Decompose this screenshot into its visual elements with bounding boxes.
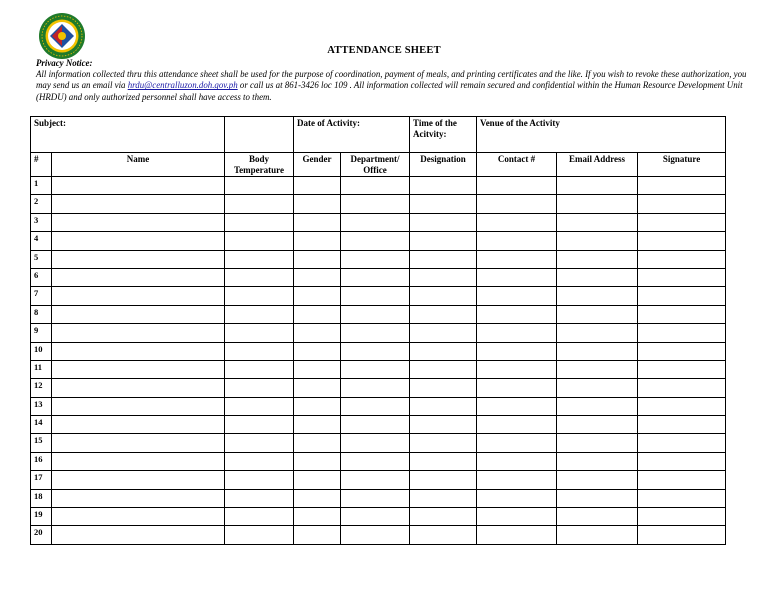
cell-body-temperature[interactable] <box>225 526 294 544</box>
cell-department[interactable] <box>341 452 410 470</box>
cell-body-temperature[interactable] <box>225 397 294 415</box>
cell-designation[interactable] <box>410 526 477 544</box>
cell-contact[interactable] <box>477 177 557 195</box>
column-header-body-temperature: Body Temperature <box>225 153 294 177</box>
cell-designation[interactable] <box>410 397 477 415</box>
cell-department[interactable] <box>341 508 410 526</box>
table-row <box>31 324 726 342</box>
cell-gender[interactable] <box>294 360 341 378</box>
column-header-email: Email Address <box>557 153 638 177</box>
cell-signature[interactable] <box>638 195 726 213</box>
cell-email[interactable] <box>557 232 638 250</box>
cell-name[interactable] <box>52 397 225 415</box>
privacy-notice-heading: Privacy Notice: <box>36 58 93 68</box>
row-number: 14 <box>31 416 52 434</box>
cell-gender[interactable] <box>294 177 341 195</box>
cell-gender[interactable] <box>294 342 341 360</box>
cell-contact[interactable] <box>477 526 557 544</box>
cell-signature[interactable] <box>638 360 726 378</box>
table-row <box>31 379 726 397</box>
table-row <box>31 232 726 250</box>
row-number: 5 <box>31 250 52 268</box>
row-number: 18 <box>31 489 52 507</box>
cell-email[interactable] <box>557 489 638 507</box>
cell-email[interactable] <box>557 342 638 360</box>
column-header-number: # <box>31 153 52 177</box>
column-header-gender: Gender <box>294 153 341 177</box>
table-row <box>31 250 726 268</box>
cell-contact[interactable] <box>477 250 557 268</box>
cell-designation[interactable] <box>410 250 477 268</box>
cell-signature[interactable] <box>638 250 726 268</box>
cell-contact[interactable] <box>477 342 557 360</box>
cell-signature[interactable] <box>638 379 726 397</box>
cell-gender[interactable] <box>294 452 341 470</box>
cell-body-temperature[interactable] <box>225 471 294 489</box>
cell-department[interactable] <box>341 195 410 213</box>
cell-department[interactable] <box>341 305 410 323</box>
cell-body-temperature[interactable] <box>225 360 294 378</box>
cell-email[interactable] <box>557 397 638 415</box>
cell-contact[interactable] <box>477 508 557 526</box>
privacy-text-before-email: All information collected thru this attendance sheet shall be used for the purpose of coordination, payment of meals, and printing certificates and the like. If you wish to revoke these authorization, you may send us an email via <box>36 69 747 91</box>
cell-department[interactable] <box>341 489 410 507</box>
table-row <box>31 268 726 286</box>
table-row <box>31 471 726 489</box>
cell-name[interactable] <box>52 360 225 378</box>
cell-name[interactable] <box>52 526 225 544</box>
cell-department[interactable] <box>341 471 410 489</box>
row-number: 7 <box>31 287 52 305</box>
cell-gender[interactable] <box>294 324 341 342</box>
cell-email[interactable] <box>557 195 638 213</box>
column-header-name: Name <box>52 153 225 177</box>
cell-email[interactable] <box>557 250 638 268</box>
cell-department[interactable] <box>341 397 410 415</box>
cell-body-temperature[interactable] <box>225 305 294 323</box>
cell-signature[interactable] <box>638 526 726 544</box>
cell-signature[interactable] <box>638 305 726 323</box>
date-of-activity-cell[interactable]: Date of Activity: <box>294 117 410 153</box>
cell-designation[interactable] <box>410 489 477 507</box>
cell-body-temperature[interactable] <box>225 232 294 250</box>
table-row <box>31 360 726 378</box>
table-row <box>31 508 726 526</box>
column-header-designation: Designation <box>410 153 477 177</box>
cell-body-temperature[interactable] <box>225 324 294 342</box>
table-row <box>31 489 726 507</box>
cell-name[interactable] <box>52 452 225 470</box>
cell-department[interactable] <box>341 213 410 231</box>
row-number: 4 <box>31 232 52 250</box>
cell-gender[interactable] <box>294 526 341 544</box>
cell-gender[interactable] <box>294 416 341 434</box>
cell-designation[interactable] <box>410 416 477 434</box>
cell-name[interactable] <box>52 268 225 286</box>
cell-email[interactable] <box>557 177 638 195</box>
column-header-row <box>31 153 726 177</box>
cell-gender[interactable] <box>294 287 341 305</box>
cell-signature[interactable] <box>638 434 726 452</box>
cell-email[interactable] <box>557 324 638 342</box>
cell-email[interactable] <box>557 434 638 452</box>
cell-signature[interactable] <box>638 213 726 231</box>
cell-designation[interactable] <box>410 287 477 305</box>
cell-contact[interactable] <box>477 213 557 231</box>
cell-department[interactable] <box>341 379 410 397</box>
row-number: 9 <box>31 324 52 342</box>
cell-contact[interactable] <box>477 434 557 452</box>
cell-designation[interactable] <box>410 268 477 286</box>
cell-department[interactable] <box>341 324 410 342</box>
cell-contact[interactable] <box>477 397 557 415</box>
cell-department[interactable] <box>341 416 410 434</box>
cell-designation[interactable] <box>410 232 477 250</box>
cell-department[interactable] <box>341 268 410 286</box>
cell-name[interactable] <box>52 305 225 323</box>
cell-contact[interactable] <box>477 195 557 213</box>
cell-contact[interactable] <box>477 324 557 342</box>
subject-blank-cell[interactable] <box>225 117 294 153</box>
cell-designation[interactable] <box>410 177 477 195</box>
row-number: 2 <box>31 195 52 213</box>
cell-signature[interactable] <box>638 324 726 342</box>
cell-department[interactable] <box>341 250 410 268</box>
attendance-table <box>30 116 726 545</box>
cell-signature[interactable] <box>638 452 726 470</box>
cell-name[interactable] <box>52 434 225 452</box>
cell-contact[interactable] <box>477 416 557 434</box>
cell-email[interactable] <box>557 287 638 305</box>
row-number: 20 <box>31 526 52 544</box>
cell-contact[interactable] <box>477 360 557 378</box>
row-number: 11 <box>31 360 52 378</box>
table-row <box>31 434 726 452</box>
cell-designation[interactable] <box>410 379 477 397</box>
cell-name[interactable] <box>52 213 225 231</box>
cell-designation[interactable] <box>410 434 477 452</box>
table-row <box>31 416 726 434</box>
cell-body-temperature[interactable] <box>225 416 294 434</box>
cell-email[interactable] <box>557 452 638 470</box>
row-number: 6 <box>31 268 52 286</box>
cell-contact[interactable] <box>477 268 557 286</box>
activity-info-row <box>31 117 726 153</box>
cell-name[interactable] <box>52 250 225 268</box>
row-number: 19 <box>31 508 52 526</box>
cell-body-temperature[interactable] <box>225 379 294 397</box>
cell-name[interactable] <box>52 342 225 360</box>
cell-contact[interactable] <box>477 379 557 397</box>
table-row <box>31 397 726 415</box>
cell-department[interactable] <box>341 232 410 250</box>
cell-signature[interactable] <box>638 268 726 286</box>
cell-body-temperature[interactable] <box>225 489 294 507</box>
cell-body-temperature[interactable] <box>225 177 294 195</box>
email-link[interactable]: hrdu@centralluzon.doh.gov.ph <box>127 80 238 91</box>
cell-gender[interactable] <box>294 379 341 397</box>
table-row <box>31 452 726 470</box>
cell-email[interactable] <box>557 471 638 489</box>
cell-contact[interactable] <box>477 232 557 250</box>
page-title: ATTENDANCE SHEET <box>327 45 441 56</box>
cell-signature[interactable] <box>638 471 726 489</box>
cell-department[interactable] <box>341 287 410 305</box>
cell-department[interactable] <box>341 360 410 378</box>
table-row <box>31 213 726 231</box>
cell-email[interactable] <box>557 379 638 397</box>
row-number: 3 <box>31 213 52 231</box>
cell-department[interactable] <box>341 342 410 360</box>
column-header-department: Department/ Office <box>341 153 410 177</box>
cell-gender[interactable] <box>294 489 341 507</box>
cell-name[interactable] <box>52 232 225 250</box>
cell-body-temperature[interactable] <box>225 268 294 286</box>
cell-name[interactable] <box>52 177 225 195</box>
cell-email[interactable] <box>557 305 638 323</box>
cell-body-temperature[interactable] <box>225 342 294 360</box>
cell-name[interactable] <box>52 379 225 397</box>
cell-designation[interactable] <box>410 508 477 526</box>
cell-gender[interactable] <box>294 397 341 415</box>
cell-name[interactable] <box>52 508 225 526</box>
cell-department[interactable] <box>341 526 410 544</box>
table-row <box>31 526 726 544</box>
row-number: 8 <box>31 305 52 323</box>
cell-signature[interactable] <box>638 416 726 434</box>
cell-name[interactable] <box>52 489 225 507</box>
privacy-text-after-email: or call us at 861-3426 loc 109 . All information collected will remain secured and confidential within the Human Resource Development Unit (HRDU) and only authorized personnel shall have access to them. <box>36 80 743 102</box>
cell-email[interactable] <box>557 213 638 231</box>
attendance-rows <box>31 177 726 545</box>
cell-designation[interactable] <box>410 342 477 360</box>
table-row <box>31 342 726 360</box>
cell-body-temperature[interactable] <box>225 213 294 231</box>
cell-signature[interactable] <box>638 232 726 250</box>
venue-cell[interactable]: Venue of the Activity <box>477 117 726 153</box>
cell-body-temperature[interactable] <box>225 434 294 452</box>
row-number: 15 <box>31 434 52 452</box>
cell-gender[interactable] <box>294 232 341 250</box>
cell-contact[interactable] <box>477 305 557 323</box>
row-number: 1 <box>31 177 52 195</box>
cell-gender[interactable] <box>294 250 341 268</box>
cell-gender[interactable] <box>294 434 341 452</box>
cell-signature[interactable] <box>638 342 726 360</box>
cell-designation[interactable] <box>410 324 477 342</box>
cell-signature[interactable] <box>638 508 726 526</box>
cell-body-temperature[interactable] <box>225 250 294 268</box>
column-header-contact: Contact # <box>477 153 557 177</box>
cell-name[interactable] <box>52 324 225 342</box>
cell-signature[interactable] <box>638 287 726 305</box>
column-header-signature: Signature <box>638 153 726 177</box>
cell-department[interactable] <box>341 434 410 452</box>
subject-cell[interactable]: Subject: <box>31 117 225 153</box>
cell-body-temperature[interactable] <box>225 452 294 470</box>
cell-email[interactable] <box>557 508 638 526</box>
cell-designation[interactable] <box>410 360 477 378</box>
cell-signature[interactable] <box>638 397 726 415</box>
cell-designation[interactable] <box>410 305 477 323</box>
row-number: 13 <box>31 397 52 415</box>
row-number: 17 <box>31 471 52 489</box>
cell-gender[interactable] <box>294 305 341 323</box>
cell-gender[interactable] <box>294 213 341 231</box>
row-number: 16 <box>31 452 52 470</box>
table-row <box>31 177 726 195</box>
table-row <box>31 287 726 305</box>
cell-name[interactable] <box>52 416 225 434</box>
cell-name[interactable] <box>52 471 225 489</box>
cell-contact[interactable] <box>477 287 557 305</box>
cell-designation[interactable] <box>410 195 477 213</box>
cell-email[interactable] <box>557 416 638 434</box>
cell-gender[interactable] <box>294 268 341 286</box>
cell-contact[interactable] <box>477 452 557 470</box>
table-row <box>31 195 726 213</box>
time-of-activity-cell[interactable]: Time of the Acitvity: <box>410 117 477 153</box>
cell-body-temperature[interactable] <box>225 508 294 526</box>
cell-contact[interactable] <box>477 489 557 507</box>
privacy-notice <box>36 58 748 103</box>
cell-signature[interactable] <box>638 177 726 195</box>
cell-department[interactable] <box>341 177 410 195</box>
cell-designation[interactable] <box>410 452 477 470</box>
cell-email[interactable] <box>557 526 638 544</box>
table-row <box>31 305 726 323</box>
cell-name[interactable] <box>52 195 225 213</box>
cell-designation[interactable] <box>410 213 477 231</box>
cell-email[interactable] <box>557 268 638 286</box>
cell-signature[interactable] <box>638 489 726 507</box>
cell-contact[interactable] <box>477 471 557 489</box>
row-number: 12 <box>31 379 52 397</box>
cell-gender[interactable] <box>294 508 341 526</box>
cell-gender[interactable] <box>294 471 341 489</box>
row-number: 10 <box>31 342 52 360</box>
cell-designation[interactable] <box>410 471 477 489</box>
cell-gender[interactable] <box>294 195 341 213</box>
cell-email[interactable] <box>557 360 638 378</box>
cell-body-temperature[interactable] <box>225 287 294 305</box>
cell-body-temperature[interactable] <box>225 195 294 213</box>
cell-name[interactable] <box>52 287 225 305</box>
